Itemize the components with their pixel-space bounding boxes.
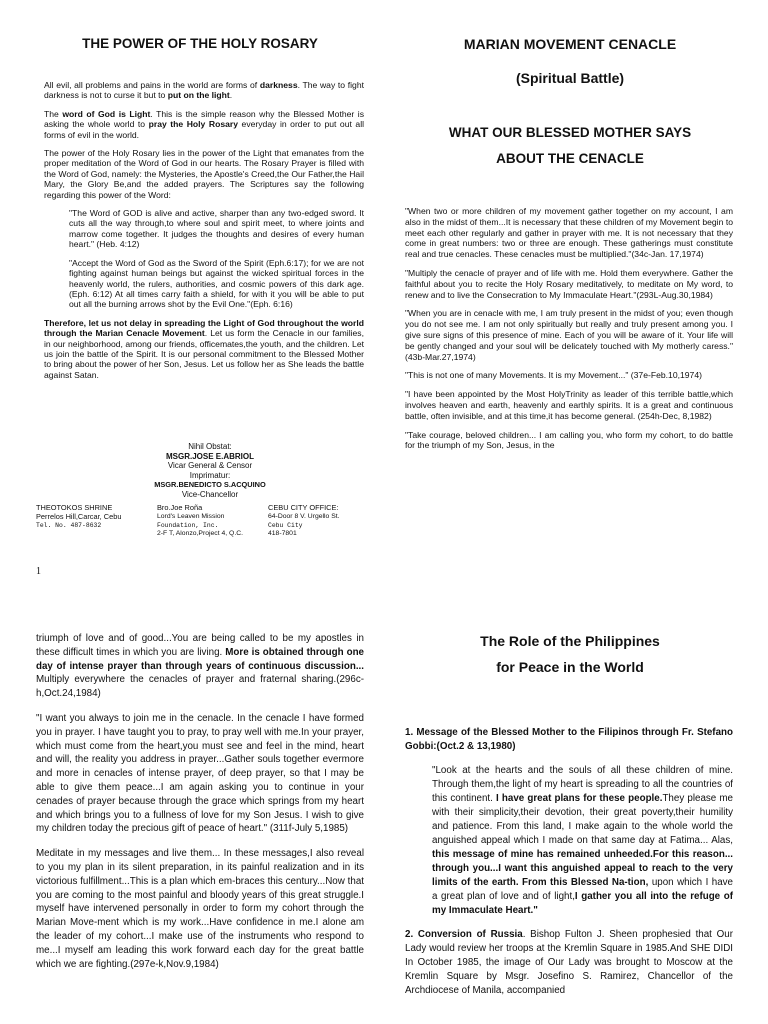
scripture-quote-1: "The Word of GOD is alive and active, sharper than any two-edged sword. It cuts all the way through,to where soul and spirit meet, to where joints and marrow come together. It judges the thoughts and desires of every human heart." (Heb. 4:12) bbox=[69, 208, 364, 250]
chancellor-role: Vice-Chancellor bbox=[181, 489, 239, 499]
cenacle-continued bbox=[36, 632, 364, 982]
philippines-body bbox=[405, 726, 733, 1008]
imprimatur-label: Imprimatur: bbox=[189, 470, 231, 480]
censor-role: Vicar General & Censor bbox=[167, 461, 253, 471]
office-address: Perrelos Hill,Carcar, Cebu bbox=[36, 511, 122, 521]
cenacle-quote: "This is not one of many Movements. It is my Movement..." (37e-Feb.10,1974) bbox=[405, 370, 702, 381]
message-heading: 1. Message of the Blessed Mother to the Filipinos through Fr. Stefano Gobbi:(Oct.2 & 13,1980) bbox=[405, 727, 733, 752]
ecclesiastical-approval bbox=[110, 442, 310, 500]
conversion-of-russia: 2. Conversion of Russia. Bishop Fulton J. Sheen prophesied that Our Lady would review her troops at the Kremlin Square in 1985.And SHE DIDI In October 1985, the image of Our Lady was brought to Moscow at the Kremlin Square by Msgr. Josefino S. Ramirez, Chancellor of the Archdiocese of Manila, accompanied bbox=[405, 929, 733, 996]
office-address: Lord's Leaven Mission bbox=[157, 512, 225, 520]
censor-name: MSGR.JOSE E.ABRIOL bbox=[165, 451, 254, 461]
cenacle-heading-line-1: WHAT OUR BLESSED MOTHER SAYS bbox=[448, 125, 692, 140]
cenacle-quote: "Take courage, beloved children... I am calling you, who form my cohort, to do battle for the triumph of my Son, Jesus, in the bbox=[405, 429, 733, 451]
page-number: 1 bbox=[36, 566, 41, 577]
blessed-mother-message: "Look at the hearts and the souls of all these children of mine. Through them,the light of my heart is spreading to all the countries of this continent. I have great plans for these people.They please me with their simplicity,their devotion, their great poverty,their humility and patience. From this land, I make again to the whole world the anguished appeal which I made on that same day at Fatima... Alas, this message of mine has remained unheeded.For this reason... through you...I want this anguished appeal to reach to the very limits of the earth. From this Blessed Na-tion, upon which I have a great plan of love and of light,I gather you all into the refuge of my Immaculate Heart." bbox=[432, 765, 734, 916]
chancellor-name: MSGR.BENEDICTO S.ACQUINO bbox=[154, 480, 266, 490]
cenacle-quote: "I have been appointed by the Most HolyTrinity as leader of this terrible battle,which involves heaven and earth, heavenly and earthly spirits. It is a great and continuous battle, often invisible, and at this time,it has become general. (254h-Dec, 8,1982) bbox=[405, 389, 733, 421]
office-phone: 418-7801 bbox=[268, 530, 297, 538]
rosary-paragraph-3: The power of the Holy Rosary lies in the power of the Light that emanates from the proper meditation of the Word of God in our hearts. The Rosary Prayer is filled with the Word of God, namely: the Mysteries, the Apostle's Creed,the Our Father,the Hail Mary, the Glory Be,and the added prayers. The Scriptures say the following regarding this power of the Word: bbox=[44, 148, 364, 200]
rosary-body bbox=[44, 80, 364, 388]
office-address: 64-Door 8 V. Urgello St. bbox=[268, 512, 340, 520]
office-theotokos bbox=[36, 504, 146, 530]
office-address: Cebu City bbox=[268, 521, 303, 529]
office-lords-leaven bbox=[157, 504, 267, 539]
cenacle-quotes bbox=[405, 206, 733, 459]
continued-paragraph-1: triumph of love and of good...You are being called to be my apostles in these difficult times in which you are living. More is obtained through one day of intense prayer than through years of continuous discussion... Multiply everywhere the cenacles of prayer and fraternal sharing.(296c-h,Oct.24,1984) bbox=[36, 633, 364, 700]
cenacle-quote: "When you are in cenacle with me, I am truly present in the midst of you; even though you do not see me. I am not only spiritually but really and truly present among you. I give sure signs of this presence of mine. Each of you will be aware of it. Your life will be gently changed and your soul will be delicately touched with My motherly caress." (43b-Mar.27,1974) bbox=[405, 308, 733, 362]
scripture-quote-2: "Accept the Word of God as the Sword of the Spirit (Eph.6:17); for we are not fighting against human beings but against the wicked spiritual forces in the heavenly world, the rulers, authorities, and cosmic powers of this dark age. (Eph. 6:12) At all times carry faith a shield, for with it you will be able to put out all the burning arrows shot by the Evil One."(Eph. 6:16) bbox=[69, 257, 364, 310]
office-address: Foundation, Inc. bbox=[157, 521, 219, 529]
continued-paragraph-2: "I want you always to join me in the cenacle. In the cenacle I have formed you in prayer. I have taught you to pray, to pray well with me.In your prayer, which must come from the heart,you must see and feel in the mind, heart and will, the reality you address in prayer...Gather souls together evermore and more in cenacles of intense prayer, of deep prayer, so that I may be able to give them peace...I am again asking you to continue in your cenades of prayer because through the grace which springs from my heart and which brings you to a fullness of love for my Son Jesus. I wish to give my children today the precious gift of peace of heart." (311f-July 5,1985) bbox=[36, 712, 364, 835]
rosary-paragraph-4: Therefore, let us not delay in spreading the Light of God throughout the world through the Marian Cenacle Movement. Let us form the Cenacle in our families, in our neighborhood, among our friends, officemates,the youth, and the children. Let us join the battle of the Spirit. It is our personal commitment to the Blessed Mother to bring about the power of her Son, Jesus. Let us follow her as She leads the battle against Satan. bbox=[44, 317, 364, 380]
cenacle-heading bbox=[405, 120, 735, 172]
office-name: THEOTOKOS SHRINE bbox=[36, 503, 113, 512]
philippines-title: The Role of the Philippines bbox=[480, 633, 660, 649]
office-cebu-city bbox=[268, 504, 378, 539]
rosary-title: THE POWER OF THE HOLY ROSARY bbox=[82, 36, 318, 51]
philippines-subtitle: for Peace in the World bbox=[496, 659, 644, 675]
rosary-paragraph-2: The word of God is Light. This is the simple reason why the Blessed Mother is asking the whole world to pray the Holy Rosary everyday in order to put out all forms of evil in the world. bbox=[44, 108, 365, 140]
nihil-obstat-label: Nihil Obstat: bbox=[188, 442, 232, 451]
office-name: Bro.Joe Roña bbox=[157, 503, 203, 512]
cenacle-quote: "Multiply the cenacle of prayer and of life with me. Hold them everywhere. Gather the faithful about you to recite the Holy Rosary meditatively, to meditate on My word, to renew and to live the Consecration to My Immaculate Heart."(293L-Aug.30,1984) bbox=[405, 267, 733, 300]
cenacle-quote: "When two or more children of my movement gather together on my account, I am also in the midst of them...It is necessary that these children of my Movement begin to meet each other regularly and gather in prayer with me. It is not necessary that they come in great numbers: two or three are enough. These gatherings must constitute real and true cenacles. These cenacles must be multiplied."(34c-Jan. 17,1974) bbox=[405, 206, 733, 260]
continued-paragraph-3: Meditate in my messages and live them... In these messages,I also reveal to you my plan in its silent preparation, in its painful realization and in its victorious fulfillment...This is a plan which em-braces this century...Now that you are coming to the most painful and bloody years of this great struggle.I myself have intervened personally in order to form my cohort through the Marian Move-ment which is my work...Have confidence in me.I alone am the leader of my cohort...I make use of the instruments who respond to me...I myself am leading this work forward each day for the great battle which we are fighting.(297e-k,Nov.9,1984) bbox=[36, 848, 364, 970]
cenacle-title: MARIAN MOVEMENT CENACLE bbox=[463, 36, 677, 52]
rosary-paragraph-1: All evil, all problems and pains in the world are forms of darkness. The way to fight darkness is not to curse it but to put on the light. bbox=[44, 80, 364, 101]
office-address: 2-F T, Alonzo,Project 4, Q.C. bbox=[157, 530, 244, 538]
cenacle-subtitle: (Spiritual Battle) bbox=[515, 70, 625, 86]
office-phone: Tel. No. 487-8632 bbox=[36, 521, 102, 529]
office-name: CEBU CITY OFFICE: bbox=[268, 503, 339, 512]
cenacle-heading-line-2: ABOUT THE CENACLE bbox=[496, 151, 644, 166]
